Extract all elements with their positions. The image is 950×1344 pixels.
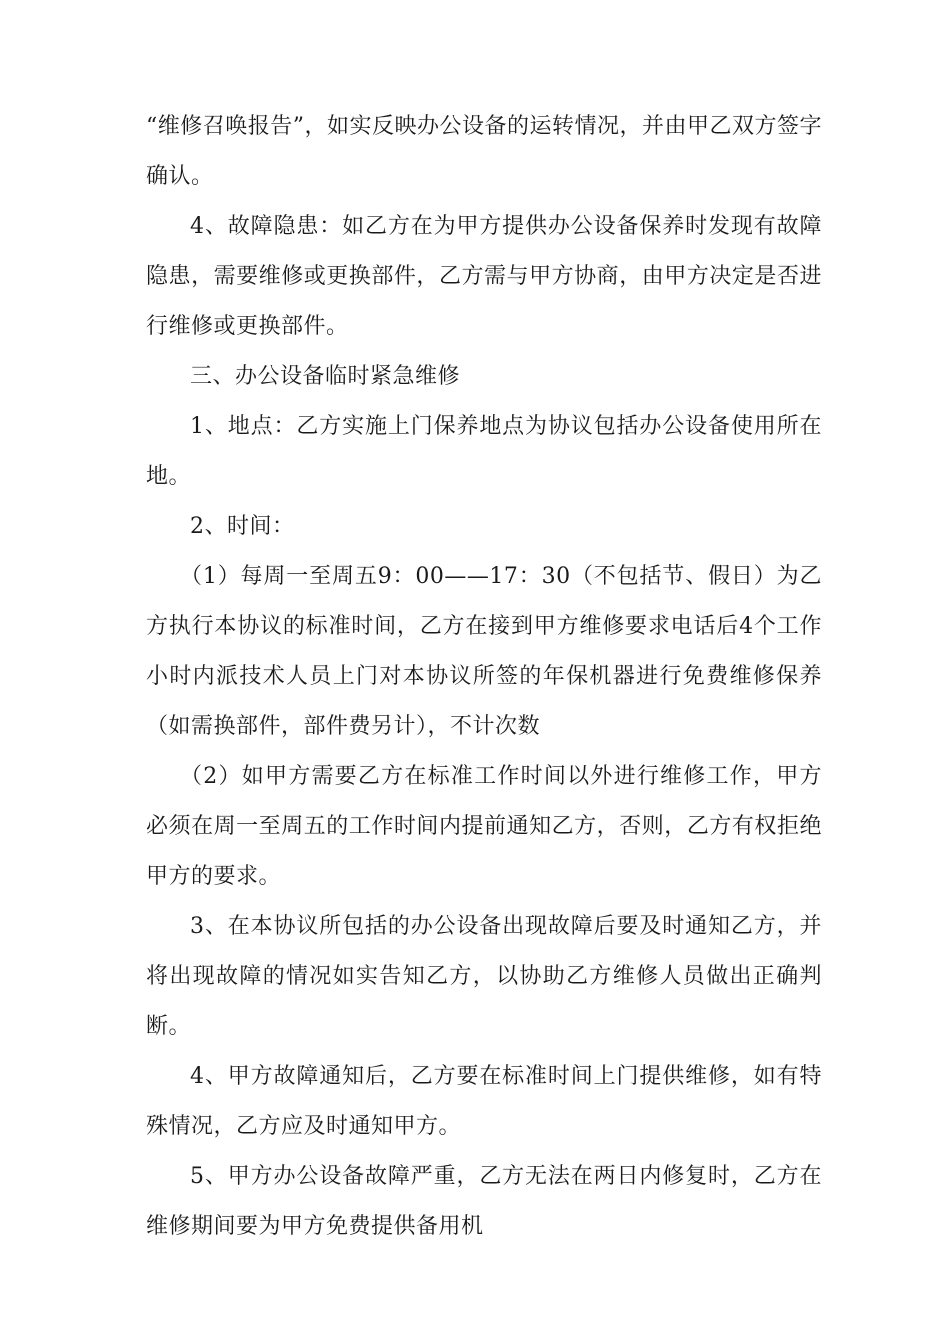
paragraph-time-heading: 2、时间： [190, 514, 295, 539]
paragraph-report-confirmation: “维修召唤报告”，如实反映办公设备的运转情况，并由甲乙双方签字确认。 [146, 114, 822, 189]
paragraph-onsite-repair: 4、甲方故障通知后，乙方要在标准时间上门提供维修，如有特殊情况，乙方应及时通知甲方。 [146, 1064, 822, 1139]
section-heading-emergency-repair: 三、办公设备临时紧急维修 [190, 364, 461, 389]
paragraph-fault-hazard: 4、故障隐患：如乙方在为甲方提供办公设备保养时发现有故障隐患，需要维修或更换部件，乙方需与甲方协商，由甲方决定是否进行维修或更换部件。 [146, 214, 822, 339]
paragraph-fault-notification: 3、在本协议所包括的办公设备出现故障后要及时通知乙方，并将出现故障的情况如实告知乙方，以协助乙方维修人员做出正确判断。 [146, 914, 822, 1039]
document-page [146, 102, 822, 1252]
paragraph-standard-hours: （1）每周一至周五9：00——17：30（不包括节、假日）为乙方执行本协议的标准时间，乙方在接到甲方维修要求电话后4个工作小时内派技术人员上门对本协议所签的年保机器进行免费维修保养（如需换部件，部件费另计），不计次数 [146, 564, 822, 739]
paragraph-off-hours: （2）如甲方需要乙方在标准工作时间以外进行维修工作，甲方必须在周一至周五的工作时间内提前通知乙方，否则，乙方有权拒绝甲方的要求。 [146, 764, 822, 889]
paragraph-backup-machine: 5、甲方办公设备故障严重，乙方无法在两日内修复时，乙方在维修期间要为甲方免费提供备用机 [146, 1164, 822, 1239]
paragraph-location: 1、地点：乙方实施上门保养地点为协议包括办公设备使用所在地。 [146, 414, 822, 489]
